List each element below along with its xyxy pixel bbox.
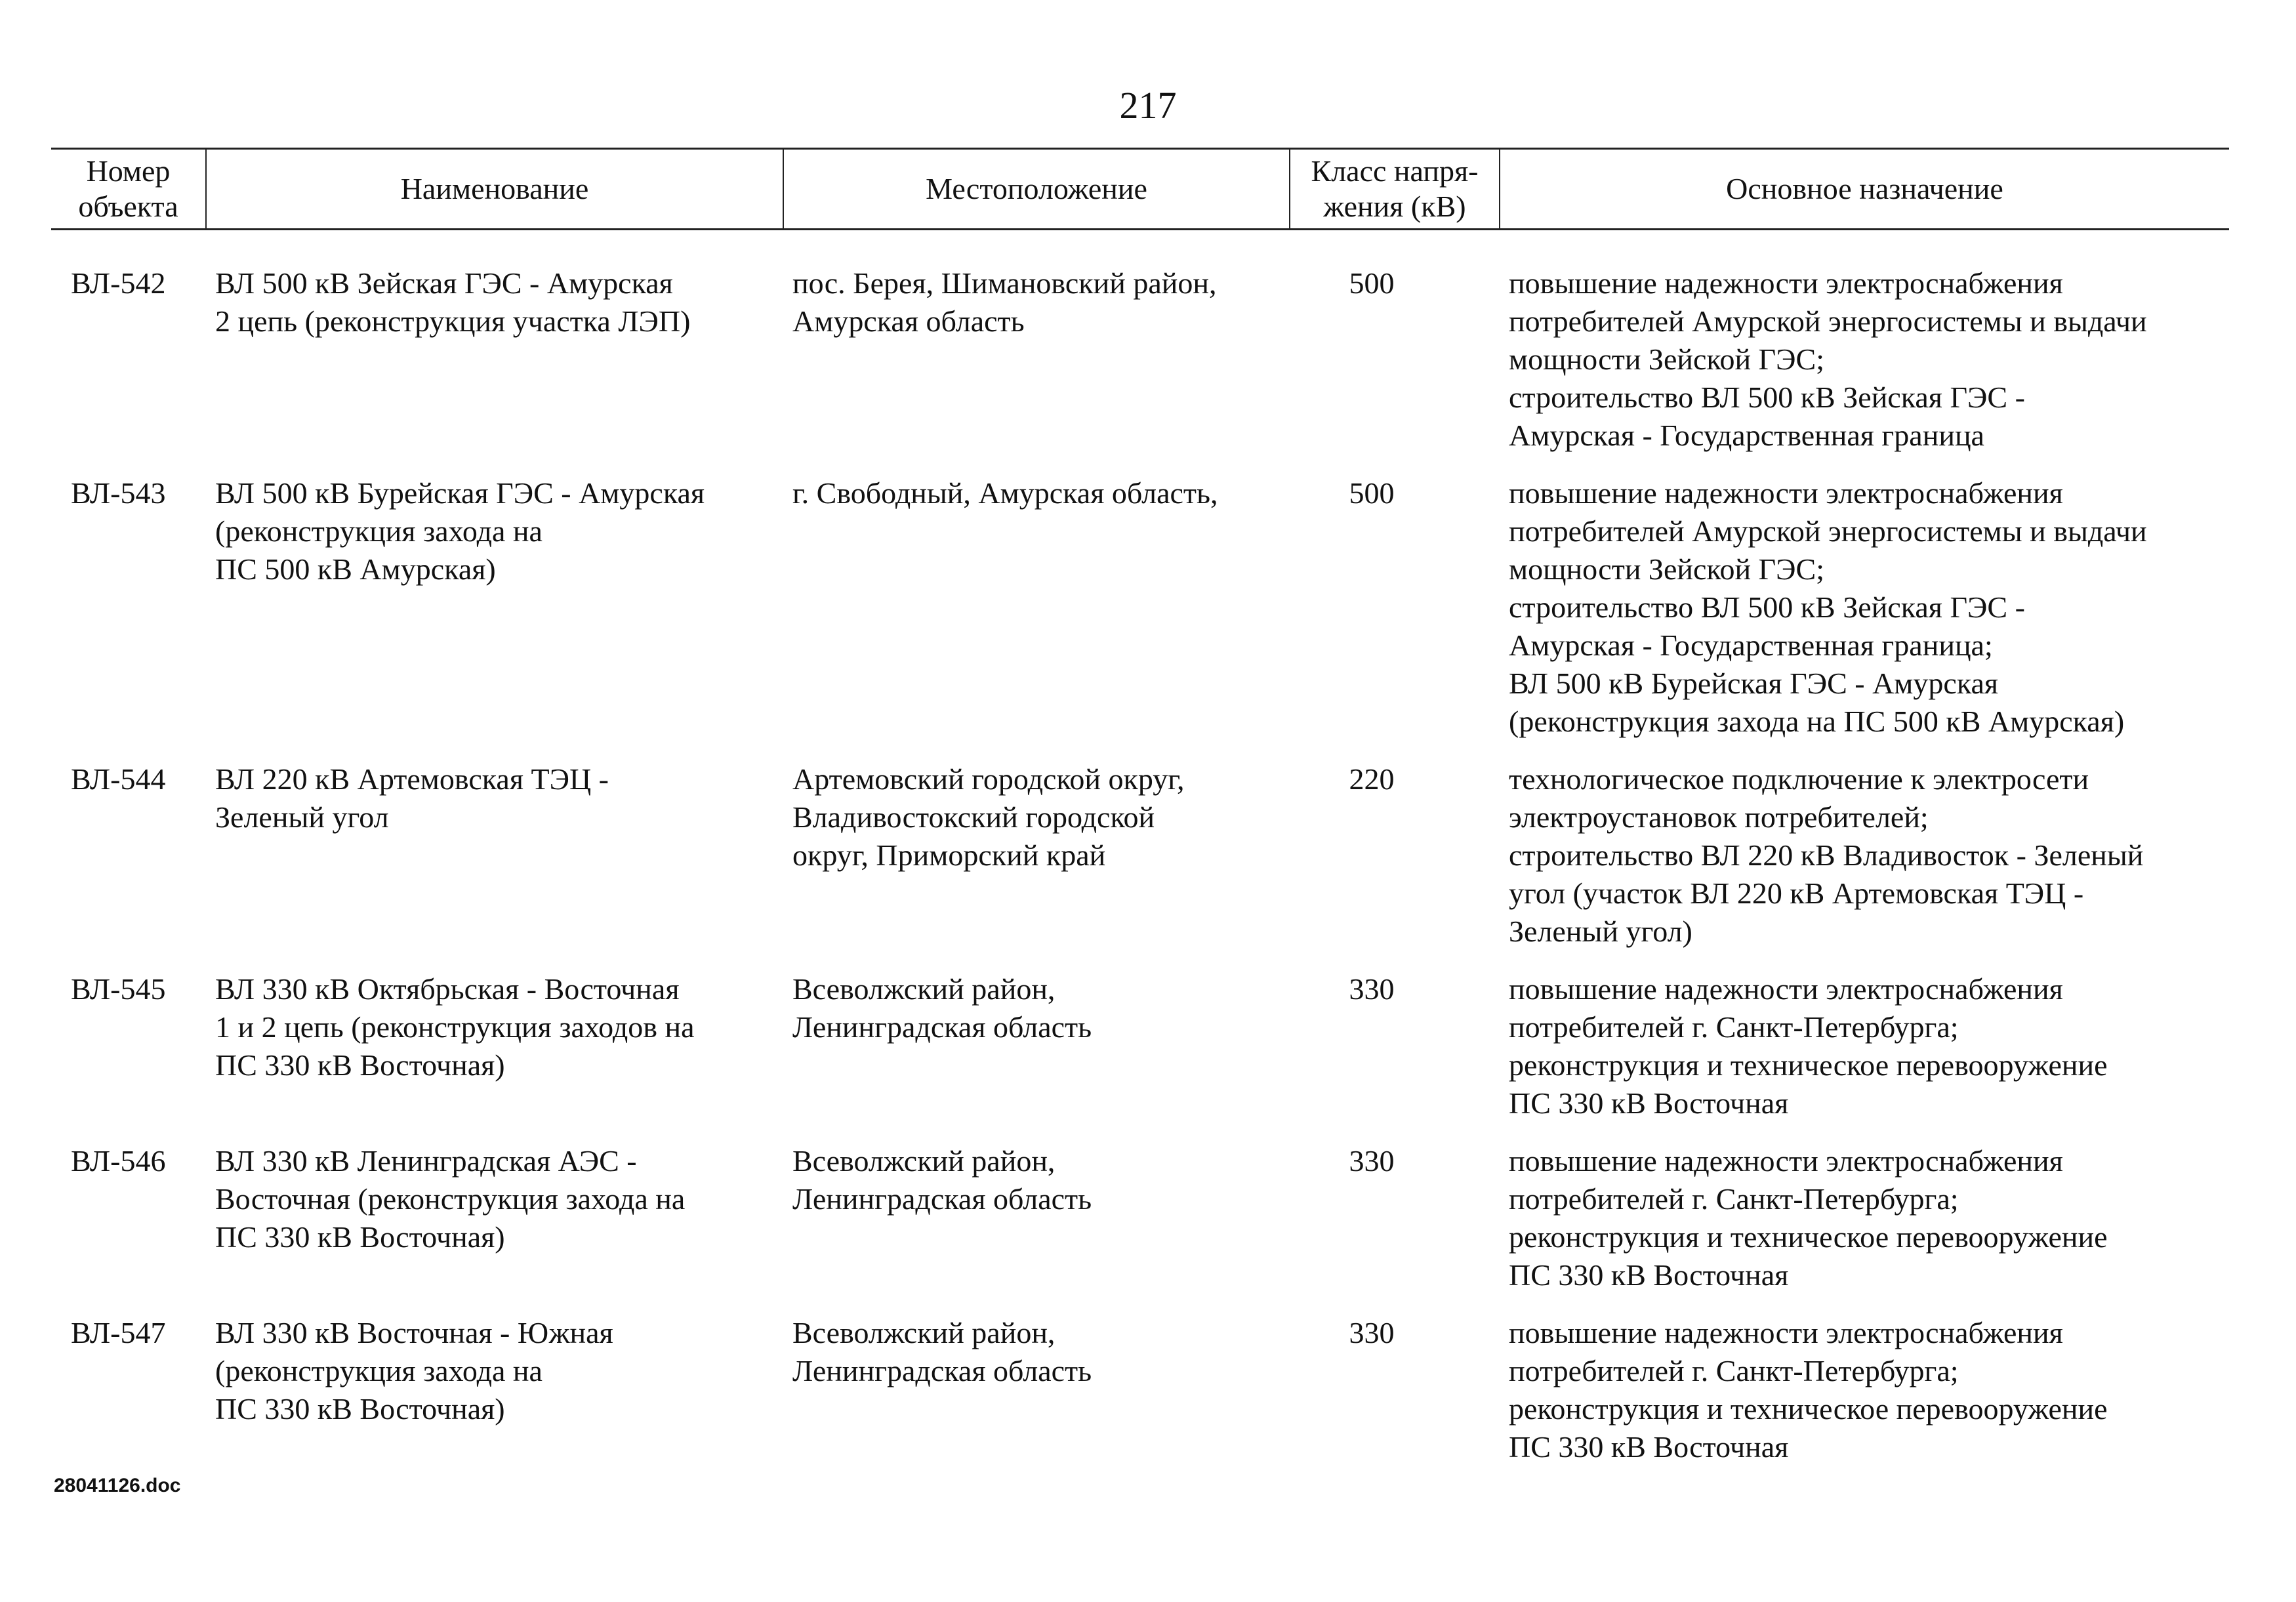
object-voltage: 500	[1349, 266, 1395, 300]
header-number: Номер объекта	[51, 149, 206, 230]
header-voltage: Класс напря- жения (кВ)	[1290, 149, 1500, 230]
table-row	[51, 970, 2229, 1142]
object-location: Всеволжский район, Ленинградская область	[792, 972, 1092, 1044]
table-header	[51, 149, 2229, 230]
table-row	[51, 1142, 2229, 1314]
table-row	[51, 264, 2229, 474]
object-purpose: повышение надежности электроснабжения потребителей Амурской энергосистемы и выдачи мощности Зейской ГЭС; строительство ВЛ 500 кВ Зейская ГЭС - Амурская - Государственная граница	[1509, 266, 2147, 452]
table-row	[51, 474, 2229, 760]
object-number: ВЛ-544	[71, 762, 166, 796]
object-name: ВЛ 330 кВ Ленинградская АЭС - Восточная (реконструкция захода на ПС 330 кВ Восточная)	[215, 1144, 686, 1254]
object-number: ВЛ-546	[71, 1144, 166, 1178]
object-number: ВЛ-545	[71, 972, 166, 1006]
object-location: Всеволжский район, Ленинградская область	[792, 1316, 1092, 1387]
object-location: Всеволжский район, Ленинградская область	[792, 1144, 1092, 1216]
footer-filename: 28041126.doc	[54, 1475, 181, 1496]
table-body	[51, 230, 2229, 1487]
object-name: ВЛ 330 кВ Октябрьская - Восточная 1 и 2 цепь (реконструкция заходов на ПС 330 кВ Восточная)	[215, 972, 695, 1082]
object-purpose: повышение надежности электроснабжения потребителей г. Санкт-Петербурга; реконструкция и техническое перевооружение ПС 330 кВ Восточная	[1509, 1316, 2108, 1464]
page-number: 217	[1119, 84, 1177, 127]
objects-table	[51, 148, 2229, 1486]
object-location: Артемовский городской округ, Владивостокский городской округ, Приморский край	[792, 762, 1185, 872]
object-purpose: повышение надежности электроснабжения потребителей Амурской энергосистемы и выдачи мощности Зейской ГЭС; строительство ВЛ 500 кВ Зейская ГЭС - Амурская - Государственная граница; ВЛ 500 кВ Бурейская ГЭС - Амурская (реконструкция захода на ПС 500 кВ Амурская)	[1509, 476, 2147, 738]
object-name: ВЛ 500 кВ Зейская ГЭС - Амурская 2 цепь (реконструкция участка ЛЭП)	[215, 266, 691, 338]
object-name: ВЛ 500 кВ Бурейская ГЭС - Амурская (реконструкция захода на ПС 500 кВ Амурская)	[215, 476, 705, 586]
object-voltage: 330	[1349, 1144, 1395, 1178]
object-voltage: 330	[1349, 1316, 1395, 1349]
object-name: ВЛ 220 кВ Артемовская ТЭЦ - Зеленый угол	[215, 762, 609, 834]
object-purpose: повышение надежности электроснабжения потребителей г. Санкт-Петербурга; реконструкция и техническое перевооружение ПС 330 кВ Восточная	[1509, 1144, 2108, 1292]
object-voltage: 220	[1349, 762, 1395, 796]
object-number: ВЛ-543	[71, 476, 166, 510]
object-location: пос. Берея, Шимановский район, Амурская область	[792, 266, 1217, 338]
object-number: ВЛ-542	[71, 266, 166, 300]
header-name: Наименование	[206, 149, 783, 230]
object-voltage: 500	[1349, 476, 1395, 510]
object-location: г. Свободный, Амурская область,	[792, 476, 1218, 510]
table-row	[51, 760, 2229, 970]
header-purpose: Основное назначение	[1500, 149, 2229, 230]
table-row	[51, 1314, 2229, 1486]
object-name: ВЛ 330 кВ Восточная - Южная (реконструкция захода на ПС 330 кВ Восточная)	[215, 1316, 613, 1426]
object-purpose: повышение надежности электроснабжения потребителей г. Санкт-Петербурга; реконструкция и техническое перевооружение ПС 330 кВ Восточная	[1509, 972, 2108, 1120]
object-number: ВЛ-547	[71, 1316, 166, 1349]
object-voltage: 330	[1349, 972, 1395, 1006]
header-location: Местоположение	[783, 149, 1290, 230]
object-purpose: технологическое подключение к электросети электроустановок потребителей; строительство ВЛ 220 кВ Владивосток - Зеленый угол (участок ВЛ 220 кВ Артемовская ТЭЦ - Зеленый угол)	[1509, 762, 2144, 948]
